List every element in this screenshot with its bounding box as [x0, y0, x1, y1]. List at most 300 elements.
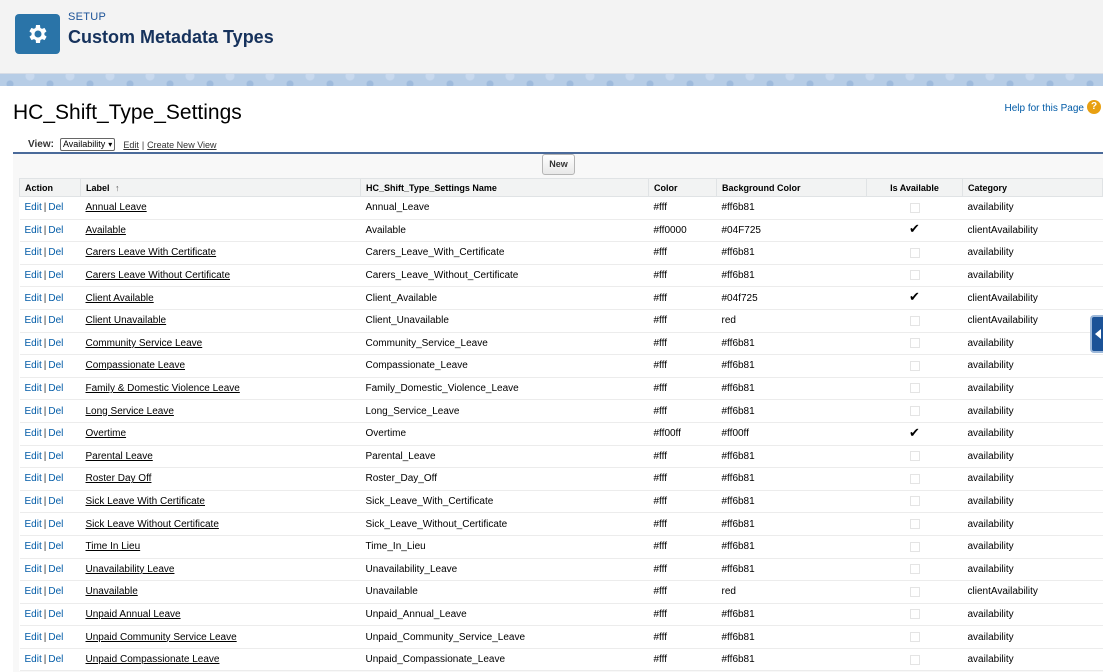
row-api-name: Carers_Leave_With_Certificate — [361, 242, 649, 265]
row-api-name: Sick_Leave_With_Certificate — [361, 490, 649, 513]
row-api-name: Community_Service_Leave — [361, 332, 649, 355]
del-link[interactable]: Del — [48, 202, 64, 214]
record-label-link[interactable]: Carers Leave Without Certificate — [85, 270, 231, 282]
row-api-name: Unpaid_Community_Service_Leave — [361, 626, 649, 649]
row-actions — [20, 468, 81, 491]
row-color: #fff — [649, 355, 717, 378]
row-color: #fff — [649, 445, 717, 468]
edit-link[interactable]: Edit — [24, 541, 42, 553]
row-label — [81, 422, 361, 445]
row-actions — [20, 332, 81, 355]
row-category: availability — [963, 332, 1103, 355]
table-row — [20, 581, 1103, 604]
unchecked-box-icon — [910, 655, 920, 665]
row-color: #fff — [649, 513, 717, 536]
row-category: availability — [963, 603, 1103, 626]
edit-link[interactable]: Edit — [24, 608, 42, 620]
chevron-down-icon: ▾ — [108, 140, 113, 149]
view-separator: | — [141, 139, 145, 150]
table-row — [20, 400, 1103, 423]
row-actions — [20, 445, 81, 468]
row-color: #fff — [649, 581, 717, 604]
row-label — [81, 377, 361, 400]
record-label-link[interactable]: Community Service Leave — [85, 337, 203, 349]
record-label-link[interactable]: Unavailable — [85, 586, 138, 598]
row-color: #fff — [649, 287, 717, 310]
row-label — [81, 468, 361, 491]
edit-link[interactable]: Edit — [24, 270, 42, 282]
del-link[interactable]: Del — [48, 586, 64, 598]
row-is-available — [867, 513, 963, 536]
column-header-name[interactable]: HC_Shift_Type_Settings Name — [361, 179, 649, 197]
row-background-color: red — [717, 309, 867, 332]
row-color: #fff — [649, 648, 717, 671]
row-category: availability — [963, 535, 1103, 558]
page-title: HC_Shift_Type_Settings — [13, 101, 242, 124]
record-label-link[interactable]: Sick Leave With Certificate — [85, 496, 205, 508]
edit-link[interactable]: Edit — [24, 631, 42, 643]
record-label-link[interactable]: Client Unavailable — [85, 315, 167, 327]
del-link[interactable]: Del — [48, 473, 64, 485]
question-icon[interactable]: ? — [1087, 100, 1101, 114]
row-background-color: #ff6b81 — [717, 377, 867, 400]
action-separator: | — [43, 428, 47, 440]
row-background-color: #ff6b81 — [717, 332, 867, 355]
unchecked-box-icon — [910, 316, 920, 326]
unchecked-box-icon — [910, 564, 920, 574]
row-api-name: Family_Domestic_Violence_Leave — [361, 377, 649, 400]
record-label-link[interactable]: Client Available — [85, 292, 154, 304]
row-background-color: #ff6b81 — [717, 558, 867, 581]
row-label — [81, 603, 361, 626]
column-header-color[interactable]: Color — [649, 179, 717, 197]
table-row — [20, 558, 1103, 581]
row-color: #fff — [649, 400, 717, 423]
action-separator: | — [43, 541, 47, 553]
row-color: #fff — [649, 603, 717, 626]
record-label-link[interactable]: Unpaid Community Service Leave — [85, 631, 237, 643]
row-category: availability — [963, 626, 1103, 649]
table-row — [20, 445, 1103, 468]
edit-link[interactable]: Edit — [24, 202, 42, 214]
table-row — [20, 468, 1103, 491]
row-actions — [20, 558, 81, 581]
row-api-name: Client_Available — [361, 287, 649, 310]
row-actions — [20, 197, 81, 220]
row-background-color: #ff6b81 — [717, 490, 867, 513]
records-table — [19, 178, 1103, 671]
row-is-available — [867, 264, 963, 287]
del-link[interactable]: Del — [48, 563, 64, 575]
row-background-color: #ff6b81 — [717, 264, 867, 287]
checkmark-icon: ✔ — [909, 424, 920, 440]
edit-link[interactable]: Edit — [24, 405, 42, 417]
row-is-available — [867, 332, 963, 355]
row-category: availability — [963, 377, 1103, 400]
action-separator: | — [43, 383, 47, 395]
table-row — [20, 603, 1103, 626]
table-row — [20, 377, 1103, 400]
row-category: clientAvailability — [963, 287, 1103, 310]
unchecked-box-icon — [910, 496, 920, 506]
del-link[interactable]: Del — [48, 631, 64, 643]
edit-link[interactable]: Edit — [24, 450, 42, 462]
action-separator: | — [43, 202, 47, 214]
row-background-color: #ff6b81 — [717, 648, 867, 671]
row-label — [81, 581, 361, 604]
row-actions — [20, 309, 81, 332]
record-label-link[interactable]: Family & Domestic Violence Leave — [85, 383, 240, 395]
row-api-name: Unavailable — [361, 581, 649, 604]
row-color: #fff — [649, 468, 717, 491]
unchecked-box-icon — [910, 248, 920, 258]
sort-ascending-icon: ↑ — [115, 182, 120, 193]
del-link[interactable]: Del — [48, 247, 64, 259]
row-actions — [20, 242, 81, 265]
row-color: #fff — [649, 626, 717, 649]
row-actions — [20, 377, 81, 400]
row-label — [81, 648, 361, 671]
table-row — [20, 490, 1103, 513]
del-link[interactable]: Del — [48, 360, 64, 372]
record-label-link[interactable]: Annual Leave — [85, 202, 147, 214]
del-link[interactable]: Del — [48, 518, 64, 530]
action-separator: | — [43, 518, 47, 530]
row-color: #fff — [649, 264, 717, 287]
row-color: #fff — [649, 558, 717, 581]
column-header-label[interactable] — [81, 179, 361, 197]
row-is-available — [867, 558, 963, 581]
row-category: availability — [963, 558, 1103, 581]
action-separator: | — [43, 247, 47, 259]
action-separator: | — [43, 631, 47, 643]
edit-link[interactable]: Edit — [24, 654, 42, 666]
row-is-available — [867, 422, 963, 445]
page-content — [0, 86, 1103, 672]
action-separator: | — [43, 473, 47, 485]
action-separator: | — [43, 337, 47, 349]
del-link[interactable]: Del — [48, 383, 64, 395]
table-row — [20, 219, 1103, 242]
row-category: availability — [963, 445, 1103, 468]
table-row — [20, 287, 1103, 310]
row-background-color: #ff6b81 — [717, 535, 867, 558]
record-label-link[interactable]: Unpaid Annual Leave — [85, 608, 181, 620]
row-actions — [20, 513, 81, 536]
row-api-name: Unavailability_Leave — [361, 558, 649, 581]
row-color: #ff0000 — [649, 219, 717, 242]
del-link[interactable]: Del — [48, 270, 64, 282]
row-is-available — [867, 648, 963, 671]
setup-section-label: SETUP — [68, 11, 107, 23]
row-api-name: Parental_Leave — [361, 445, 649, 468]
action-separator: | — [43, 405, 47, 417]
row-background-color: #ff6b81 — [717, 603, 867, 626]
row-color: #fff — [649, 535, 717, 558]
row-is-available — [867, 626, 963, 649]
edit-link[interactable]: Edit — [24, 518, 42, 530]
edit-link[interactable]: Edit — [24, 247, 42, 259]
row-label — [81, 490, 361, 513]
action-separator: | — [43, 496, 47, 508]
row-category: availability — [963, 400, 1103, 423]
edit-link[interactable]: Edit — [24, 496, 42, 508]
table-row — [20, 309, 1103, 332]
row-background-color: red — [717, 581, 867, 604]
side-panel-toggle[interactable] — [1090, 315, 1103, 353]
unchecked-box-icon — [910, 609, 920, 619]
edit-link[interactable]: Edit — [24, 337, 42, 349]
row-category: availability — [963, 242, 1103, 265]
row-label — [81, 513, 361, 536]
column-header-label-text: Label — [86, 182, 110, 193]
table-row — [20, 242, 1103, 265]
record-label-link[interactable]: Roster Day Off — [85, 473, 152, 485]
list-frame — [13, 152, 1103, 672]
edit-view-link[interactable]: Edit — [123, 139, 139, 150]
row-actions — [20, 264, 81, 287]
action-separator: | — [43, 586, 47, 598]
unchecked-box-icon — [910, 406, 920, 416]
row-actions — [20, 422, 81, 445]
edit-link[interactable]: Edit — [24, 428, 42, 440]
table-row — [20, 264, 1103, 287]
row-category: clientAvailability — [963, 581, 1103, 604]
setup-title: Custom Metadata Types — [68, 27, 274, 47]
help-link[interactable]: Help for this Page — [1004, 103, 1084, 114]
del-link[interactable]: Del — [48, 224, 64, 236]
row-background-color: #ff6b81 — [717, 445, 867, 468]
row-api-name: Time_In_Lieu — [361, 535, 649, 558]
row-label — [81, 626, 361, 649]
row-label — [81, 219, 361, 242]
del-link[interactable]: Del — [48, 654, 64, 666]
row-api-name: Client_Unavailable — [361, 309, 649, 332]
unchecked-box-icon — [910, 632, 920, 642]
row-actions — [20, 603, 81, 626]
unchecked-box-icon — [910, 338, 920, 348]
row-actions — [20, 490, 81, 513]
unchecked-box-icon — [910, 519, 920, 529]
unchecked-box-icon — [910, 587, 920, 597]
action-separator: | — [43, 224, 47, 236]
table-row — [20, 422, 1103, 445]
row-api-name: Long_Service_Leave — [361, 400, 649, 423]
row-api-name: Sick_Leave_Without_Certificate — [361, 513, 649, 536]
row-category: availability — [963, 468, 1103, 491]
row-color: #fff — [649, 197, 717, 220]
record-label-link[interactable]: Compassionate Leave — [85, 360, 186, 372]
table-row — [20, 648, 1103, 671]
row-color: #fff — [649, 377, 717, 400]
row-category: clientAvailability — [963, 219, 1103, 242]
unchecked-box-icon — [910, 361, 920, 371]
table-row — [20, 197, 1103, 220]
row-category: clientAvailability — [963, 309, 1103, 332]
create-new-view-link[interactable]: Create New View — [147, 139, 217, 150]
column-header-category[interactable]: Category — [963, 179, 1103, 197]
row-actions — [20, 535, 81, 558]
row-actions — [20, 219, 81, 242]
row-background-color: #ff6b81 — [717, 468, 867, 491]
row-api-name: Overtime — [361, 422, 649, 445]
table-header-row — [20, 179, 1103, 197]
row-label — [81, 264, 361, 287]
unchecked-box-icon — [910, 474, 920, 484]
action-separator: | — [43, 608, 47, 620]
row-category: availability — [963, 422, 1103, 445]
row-is-available — [867, 490, 963, 513]
del-link[interactable]: Del — [48, 337, 64, 349]
row-color: #fff — [649, 490, 717, 513]
row-category: availability — [963, 648, 1103, 671]
row-label — [81, 400, 361, 423]
table-row — [20, 535, 1103, 558]
table-row — [20, 355, 1103, 378]
row-label — [81, 197, 361, 220]
action-separator: | — [43, 270, 47, 282]
del-link[interactable]: Del — [48, 450, 64, 462]
row-actions — [20, 355, 81, 378]
unchecked-box-icon — [910, 451, 920, 461]
edit-link[interactable]: Edit — [24, 292, 42, 304]
row-is-available — [867, 581, 963, 604]
view-label: View: — [28, 139, 54, 150]
row-is-available — [867, 355, 963, 378]
row-is-available — [867, 445, 963, 468]
row-is-available — [867, 287, 963, 310]
edit-link[interactable]: Edit — [24, 563, 42, 575]
edit-link[interactable]: Edit — [24, 224, 42, 236]
checkmark-icon: ✔ — [909, 289, 920, 305]
record-label-link[interactable]: Available — [85, 224, 126, 236]
row-background-color: #ff6b81 — [717, 242, 867, 265]
row-background-color: #ff6b81 — [717, 513, 867, 536]
del-link[interactable]: Del — [48, 292, 64, 304]
gear-icon — [15, 14, 60, 54]
record-label-link[interactable]: Parental Leave — [85, 450, 153, 462]
row-api-name: Carers_Leave_Without_Certificate — [361, 264, 649, 287]
record-label-link[interactable]: Sick Leave Without Certificate — [85, 518, 219, 530]
row-background-color: #ff6b81 — [717, 626, 867, 649]
row-api-name: Available — [361, 219, 649, 242]
action-separator: | — [43, 563, 47, 575]
row-is-available — [867, 377, 963, 400]
row-api-name: Annual_Leave — [361, 197, 649, 220]
row-background-color: #04F725 — [717, 219, 867, 242]
row-actions — [20, 648, 81, 671]
row-background-color: #ff6b81 — [717, 197, 867, 220]
table-row — [20, 513, 1103, 536]
row-actions — [20, 626, 81, 649]
edit-link[interactable]: Edit — [24, 360, 42, 372]
row-is-available — [867, 242, 963, 265]
del-link[interactable]: Del — [48, 496, 64, 508]
row-category: availability — [963, 197, 1103, 220]
del-link[interactable]: Del — [48, 541, 64, 553]
del-link[interactable]: Del — [48, 315, 64, 327]
del-link[interactable]: Del — [48, 405, 64, 417]
row-actions — [20, 287, 81, 310]
row-is-available — [867, 535, 963, 558]
row-label — [81, 355, 361, 378]
unchecked-box-icon — [910, 542, 920, 552]
decorative-band — [0, 74, 1103, 86]
unchecked-box-icon — [910, 203, 920, 213]
row-is-available — [867, 603, 963, 626]
row-api-name: Roster_Day_Off — [361, 468, 649, 491]
column-header-background-color[interactable]: Background Color — [717, 179, 867, 197]
row-category: availability — [963, 355, 1103, 378]
row-is-available — [867, 400, 963, 423]
edit-link[interactable]: Edit — [24, 315, 42, 327]
row-label — [81, 558, 361, 581]
view-bar — [28, 138, 217, 151]
row-actions — [20, 581, 81, 604]
edit-link[interactable]: Edit — [24, 586, 42, 598]
edit-link[interactable]: Edit — [24, 383, 42, 395]
row-label — [81, 309, 361, 332]
row-background-color: #04f725 — [717, 287, 867, 310]
row-is-available — [867, 197, 963, 220]
record-label-link[interactable]: Overtime — [85, 428, 127, 440]
row-label — [81, 445, 361, 468]
row-is-available — [867, 309, 963, 332]
row-category: availability — [963, 490, 1103, 513]
view-select-value: Availability — [62, 139, 106, 149]
setup-header — [0, 0, 1103, 74]
action-separator: | — [43, 450, 47, 462]
row-label — [81, 332, 361, 355]
unchecked-box-icon — [910, 270, 920, 280]
row-background-color: #ff6b81 — [717, 355, 867, 378]
row-color: #fff — [649, 332, 717, 355]
action-separator: | — [43, 315, 47, 327]
row-label — [81, 242, 361, 265]
table-row — [20, 626, 1103, 649]
del-link[interactable]: Del — [48, 608, 64, 620]
row-category: availability — [963, 264, 1103, 287]
collapse-arrow-icon — [1095, 329, 1101, 339]
row-background-color: #ff6b81 — [717, 400, 867, 423]
row-actions — [20, 400, 81, 423]
row-api-name: Compassionate_Leave — [361, 355, 649, 378]
row-color: #fff — [649, 309, 717, 332]
row-is-available — [867, 219, 963, 242]
edit-link[interactable]: Edit — [24, 473, 42, 485]
record-label-link[interactable]: Time In Lieu — [85, 541, 141, 553]
record-label-link[interactable]: Carers Leave With Certificate — [85, 247, 217, 259]
record-label-link[interactable]: Long Service Leave — [85, 405, 174, 417]
column-header-is-available[interactable]: Is Available — [867, 179, 963, 197]
table-row — [20, 332, 1103, 355]
record-label-link[interactable]: Unpaid Compassionate Leave — [85, 654, 220, 666]
action-separator: | — [43, 292, 47, 304]
record-label-link[interactable]: Unavailability Leave — [85, 563, 175, 575]
row-is-available — [867, 468, 963, 491]
row-label — [81, 535, 361, 558]
row-api-name: Unpaid_Compassionate_Leave — [361, 648, 649, 671]
row-category: availability — [963, 513, 1103, 536]
row-api-name: Unpaid_Annual_Leave — [361, 603, 649, 626]
row-color: #ff00ff — [649, 422, 717, 445]
view-select[interactable] — [60, 138, 115, 151]
del-link[interactable]: Del — [48, 428, 64, 440]
row-background-color: #ff00ff — [717, 422, 867, 445]
row-label — [81, 287, 361, 310]
action-separator: | — [43, 360, 47, 372]
new-button[interactable]: New — [542, 154, 575, 175]
